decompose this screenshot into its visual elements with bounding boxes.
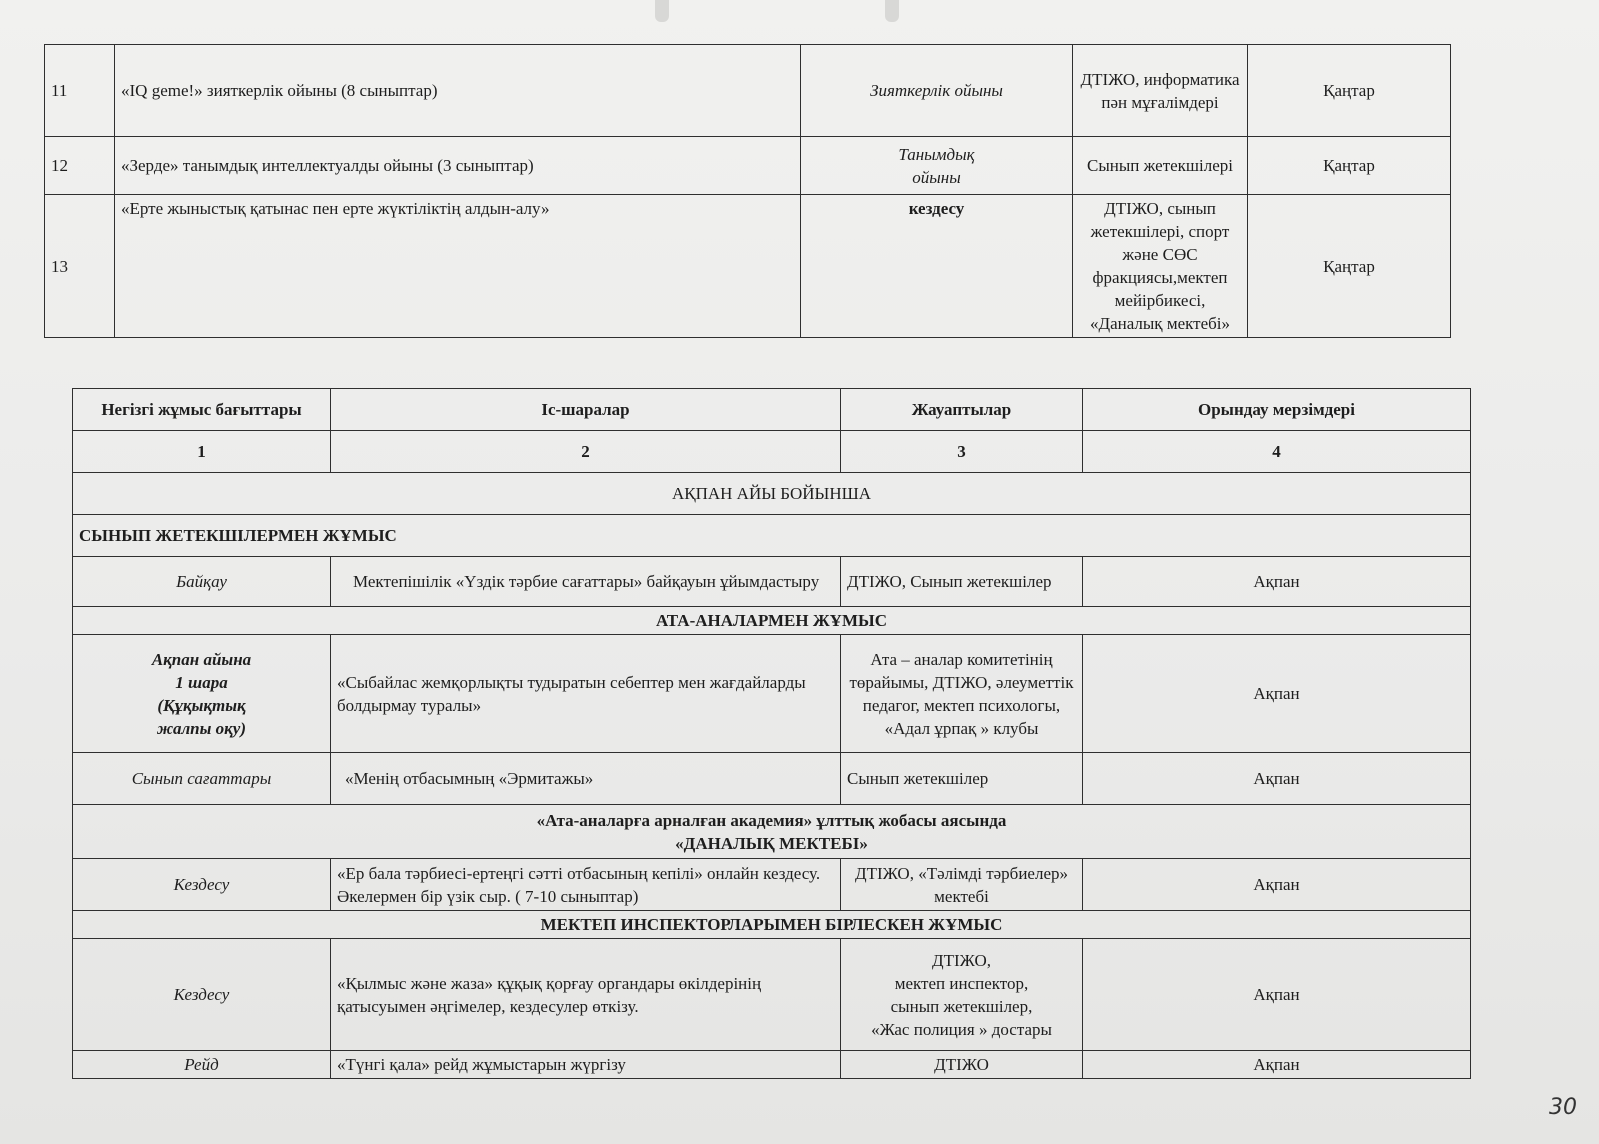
- responsible-cell: Ата – аналар комитетінің төрайымы, ДТІЖО, әлеуметтік педагог, мектеп психологы, «Адал ұрпақ » клубы: [841, 635, 1083, 753]
- form-cell: Танымдық ойыны: [801, 137, 1073, 195]
- binding-mark: [655, 0, 669, 22]
- activity-cell: «Ерте жыныстық қатынас пен ерте жүктіліктің алдын-алу»: [115, 195, 801, 338]
- activity-cell: Мектепішілік «Үздік тәрбие сағаттары» байқауын ұйымдастыру: [331, 557, 841, 607]
- table-row: [45, 137, 1451, 195]
- column-number: 3: [841, 431, 1083, 473]
- date-cell: Ақпан: [1083, 859, 1471, 911]
- header-row: [73, 389, 1471, 431]
- activity-cell: «Сыбайлас жемқорлықты тудыратын себептер мен жағдайларды болдырмау туралы»: [331, 635, 841, 753]
- form-cell: Рейд: [73, 1051, 331, 1079]
- form-cell: кездесу: [801, 195, 1073, 338]
- responsible-line: сынып жетекшілер,: [890, 996, 1033, 1016]
- date-cell: Ақпан: [1083, 635, 1471, 753]
- responsible-cell: ДТІЖО, сынып жетекшілері, спорт және СӨС фракциясы,мектеп мейірбикесі, «Даналық мектебі»: [1073, 195, 1248, 338]
- table-row: [45, 45, 1451, 137]
- responsible-line: мектеп инспектор,: [894, 973, 1029, 993]
- column-header: Жауаптылар: [841, 389, 1083, 431]
- date-cell: Қаңтар: [1248, 195, 1451, 338]
- date-cell: Ақпан: [1083, 753, 1471, 805]
- date-cell: Ақпан: [1083, 1051, 1471, 1079]
- responsible-cell: [841, 939, 1083, 1051]
- form-cell: Кездесу: [73, 859, 331, 911]
- column-number: 1: [73, 431, 331, 473]
- activity-cell: «Зерде» танымдық интеллектуалды ойыны (3 сыныптар): [115, 137, 801, 195]
- section-title: [73, 805, 1471, 859]
- activity-cell: «Түнгі қала» рейд жұмыстарын жүргізу: [331, 1051, 841, 1079]
- table-row: [73, 473, 1471, 515]
- table-row: [73, 515, 1471, 557]
- responsible-cell: Сынып жетекшілер: [841, 753, 1083, 805]
- row-number: 11: [45, 45, 115, 137]
- column-number: 4: [1083, 431, 1471, 473]
- row-number: 13: [45, 195, 115, 338]
- form-cell: [73, 635, 331, 753]
- page-number: 30: [1549, 1095, 1577, 1120]
- column-number: 2: [331, 431, 841, 473]
- section-title: СЫНЫП ЖЕТЕКШІЛЕРМЕН ЖҰМЫС: [73, 515, 1471, 557]
- month-title: АҚПАН АЙЫ БОЙЫНША: [73, 473, 1471, 515]
- header-number-row: [73, 431, 1471, 473]
- date-cell: Ақпан: [1083, 557, 1471, 607]
- column-header: Іс-шаралар: [331, 389, 841, 431]
- table-row: [73, 753, 1471, 805]
- responsible-line: «Жас полиция » достары: [871, 1019, 1052, 1039]
- table-row: [73, 607, 1471, 635]
- date-cell: Қаңтар: [1248, 45, 1451, 137]
- responsible-cell: ДТІЖО: [841, 1051, 1083, 1079]
- date-cell: Қаңтар: [1248, 137, 1451, 195]
- row-number: 12: [45, 137, 115, 195]
- activity-cell: «Қылмыс және жаза» құқық қорғау органдары өкілдерінің қатысуымен әңгімелер, кездесулер өткізу.: [331, 939, 841, 1051]
- date-cell: Ақпан: [1083, 939, 1471, 1051]
- column-header: Негізгі жұмыс бағыттары: [73, 389, 331, 431]
- responsible-cell: ДТІЖО, «Тәлімді тәрбиелер» мектебі: [841, 859, 1083, 911]
- responsible-cell: ДТІЖО, информатика пән мұғалімдері: [1073, 45, 1248, 137]
- form-cell: Кездесу: [73, 939, 331, 1051]
- form-line: 1 шара: [175, 672, 228, 692]
- table-row: [45, 195, 1451, 338]
- responsible-cell: Сынып жетекшілері: [1073, 137, 1248, 195]
- form-line: жалпы оқу): [156, 718, 246, 738]
- table-row: [73, 939, 1471, 1051]
- table-row: [73, 805, 1471, 859]
- table-row: [73, 635, 1471, 753]
- top-table: [44, 44, 1451, 338]
- section-title: МЕКТЕП ИНСПЕКТОРЛАРЫМЕН БІРЛЕСКЕН ЖҰМЫС: [73, 911, 1471, 939]
- table-row: [73, 859, 1471, 911]
- main-table: [72, 388, 1471, 1079]
- responsible-cell: ДТІЖО, Сынып жетекшілер: [841, 557, 1083, 607]
- form-cell: Сынып сағаттары: [73, 753, 331, 805]
- column-header: Орындау мерзімдері: [1083, 389, 1471, 431]
- activity-cell: «Менің отбасымның «Эрмитажы»: [331, 753, 841, 805]
- responsible-line: ДТІЖО,: [932, 950, 991, 970]
- binding-mark: [885, 0, 899, 22]
- form-line: (Құқықтық: [157, 695, 246, 715]
- activity-cell: «Ер бала тәрбиесі-ертеңгі сәтті отбасының кепілі» онлайн кездесу. Әкелермен бір үзік сыр. ( 7-10 сыныптар): [331, 859, 841, 911]
- section-title-line: «Ата-аналарға арналған академия» ұлттық жобасы аясында: [536, 810, 1007, 830]
- table-row: [73, 557, 1471, 607]
- section-title-line: «ДАНАЛЫҚ МЕКТЕБІ»: [675, 833, 868, 853]
- section-title: АТА-АНАЛАРМЕН ЖҰМЫС: [73, 607, 1471, 635]
- table-row: [73, 911, 1471, 939]
- form-cell: Зияткерлік ойыны: [801, 45, 1073, 137]
- table-row: [73, 1051, 1471, 1079]
- activity-cell: «IQ geme!» зияткерлік ойыны (8 сыныптар): [115, 45, 801, 137]
- form-cell: Байқау: [73, 557, 331, 607]
- form-line: Ақпан айына: [151, 649, 252, 669]
